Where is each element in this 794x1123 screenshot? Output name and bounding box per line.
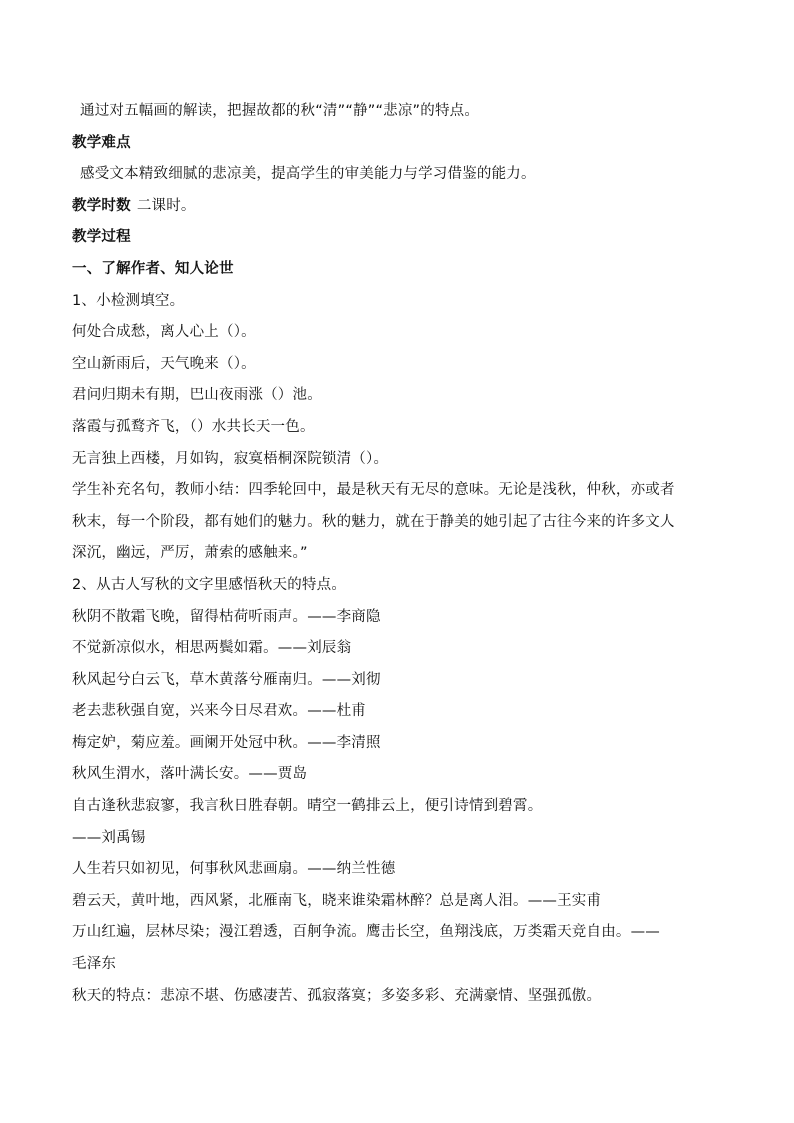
- process-heading: 教学过程: [72, 229, 131, 246]
- quote-line: 老去悲秋强自宽，兴来今日尽君欢。——杜甫: [72, 703, 366, 720]
- quote-line: 毛泽东: [72, 956, 117, 973]
- quote-line: 万山红遍，层林尽染；漫江碧透，百舸争流。鹰击长空，鱼翔浅底，万类霜天竞自由。——: [72, 924, 660, 941]
- quote-line: 不觉新凉似水，相思两鬓如霜。——刘辰翁: [72, 640, 352, 657]
- fill-blank-line: 无言独上西楼，月如钩，寂寞梧桐深院锁清（）。: [72, 450, 389, 467]
- quote-line: 梅定妒，菊应羞。画阑开处冠中秋。——李清照: [72, 734, 381, 751]
- fill-blank-line: 君问归期未有期，巴山夜雨涨（）池。: [72, 387, 322, 404]
- difficulty-heading: 教学难点: [72, 134, 131, 151]
- quote-line: ——刘禹锡: [72, 829, 146, 846]
- quote-line: 人生若只如初见，何事秋风悲画扇。——纳兰性德: [72, 861, 396, 878]
- quote-line: 自古逢秋悲寂寥，我言秋日胜春朝。晴空一鹤排云上，便引诗情到碧霄。: [72, 798, 543, 815]
- quote-line: 秋风生渭水，落叶满长安。——贾岛: [72, 766, 308, 783]
- document-page: [72, 96, 732, 1012]
- autumn-features-line: 秋天的特点：悲凉不堪、伤感凄苦、孤寂落寞；多姿多彩、充满豪情、坚强孤傲。: [72, 987, 602, 1004]
- teaching-goal-line: 通过对五幅画的解读，把握故都的秋“清”“静”“悲凉”的特点。: [80, 103, 480, 119]
- teaching-hours-line: [72, 191, 732, 223]
- fill-blank-line: 落霞与孤鹜齐飞，（）水共长天一色。: [72, 418, 315, 435]
- fill-blank-line: 空山新雨后，天气晚来（）。: [72, 355, 256, 372]
- teacher-summary-line: 深沉，幽远，严厉，萧索的感触来。”: [72, 545, 308, 562]
- quote-line: 秋风起兮白云飞，草木黄落兮雁南归。——刘彻: [72, 671, 381, 688]
- teacher-summary-line: 学生补充名句，教师小结：四季轮回中，最是秋天有无尽的意味。无论是浅秋，仲秋，亦或者: [72, 482, 675, 499]
- item-heading: 1、小检测填空。: [72, 292, 185, 309]
- teaching-hours-label: 教学时数: [72, 197, 131, 214]
- difficulty-text: 感受文本精致细腻的悲凉美，提高学生的审美能力与学习借鉴的能力。: [80, 166, 536, 183]
- section-heading: 一、了解作者、知人论世: [72, 260, 234, 277]
- teacher-summary-line: 秋末，每一个阶段，都有她们的魅力。秋的魅力，就在于静美的她引起了古往今来的许多文人: [72, 513, 675, 530]
- quote-line: 秋阴不散霜飞晚，留得枯荷听雨声。——李商隐: [72, 608, 381, 625]
- quote-line: 碧云天，黄叶地，西风紧，北雁南飞，晓来谁染霜林醉？总是离人泪。——王实甫: [72, 892, 602, 909]
- fill-blank-line: 何处合成愁，离人心上（）。: [72, 324, 256, 341]
- item-heading: 2、从古人写秋的文字里感悟秋天的特点。: [72, 576, 347, 593]
- teaching-hours-value: 二课时。: [136, 197, 196, 214]
